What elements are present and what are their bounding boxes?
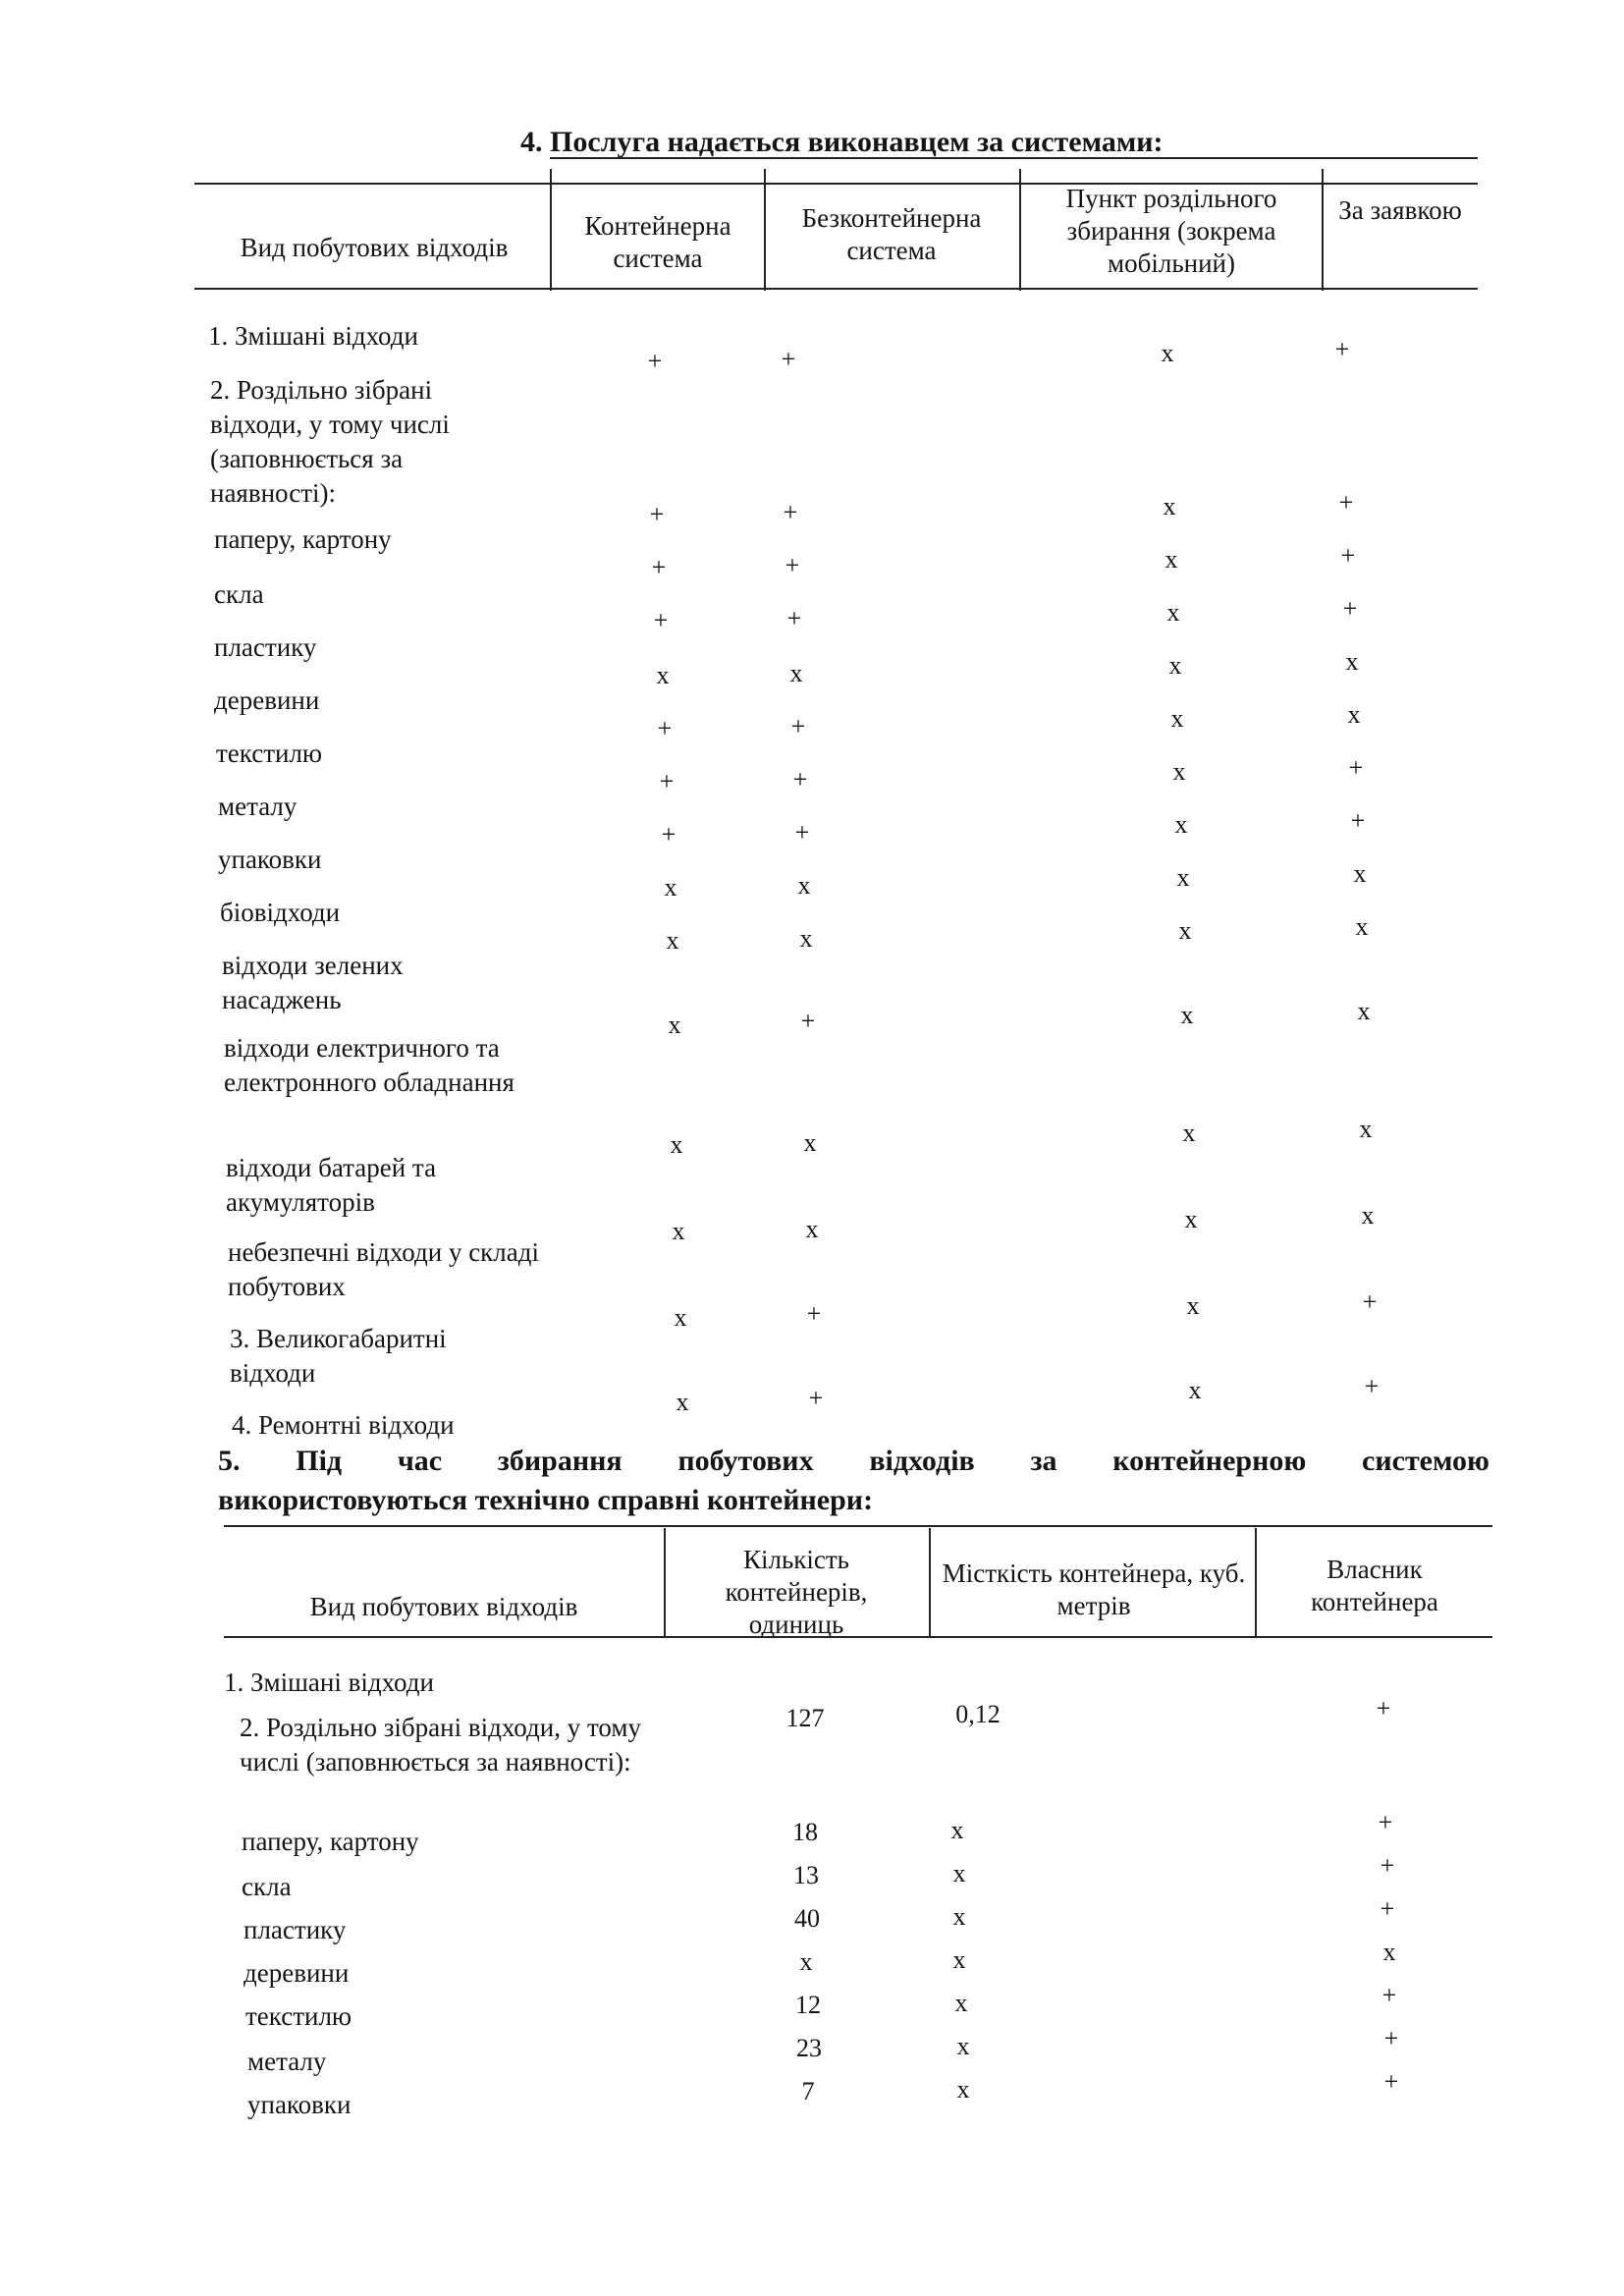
section5-title-word: час (397, 1445, 443, 1477)
table5-capacity: x (954, 1989, 968, 2017)
table4-mark: x (1357, 997, 1371, 1025)
table4-header-container: Контейнерна система (584, 211, 731, 273)
table5-col-divider-1 (664, 1528, 666, 1638)
table4-mark: x (789, 659, 803, 687)
table4-header-collection-point: Пункт роздільного збирання (зокрема мобільний) (1065, 184, 1277, 278)
table4-mark: x (1176, 863, 1190, 892)
table4-mark: + (651, 553, 667, 581)
table4-header-containerless: Безконтейнерна система (801, 203, 982, 265)
table4-row-label: 1. Змішані відходи (208, 321, 418, 351)
table4-col-divider-2 (764, 169, 766, 291)
section5-title-word: 5. (218, 1445, 241, 1477)
table4-col-divider-1 (550, 169, 552, 291)
table4-mark: + (783, 498, 798, 526)
section5-title-word: побутових (677, 1445, 814, 1477)
table4-row-label: пластику (214, 632, 317, 662)
section5-title-word: відходів (869, 1445, 975, 1477)
table5-capacity: x (952, 1859, 966, 1887)
table4-row-label: 2. Роздільно зібрані відходи, у тому числі (заповнюється за наявності): (210, 375, 450, 508)
table4-mark: x (1164, 545, 1178, 574)
table4-row-label: відходи батарей та акумуляторів (226, 1153, 437, 1217)
table4-mark: + (800, 1007, 816, 1035)
table4-mark: + (649, 500, 665, 528)
table4-row-label: текстилю (216, 738, 323, 768)
section5-title-word: Під (296, 1445, 343, 1477)
table4-mark: x (1184, 1205, 1198, 1233)
table5-row-label: металу (247, 2047, 327, 2076)
table5-row-label: скла (242, 1872, 292, 1901)
table4-mark: x (668, 1011, 681, 1039)
table5-row-label: пластику (244, 1915, 347, 1944)
table4-mark: + (1340, 541, 1356, 570)
table4-mark: x (1166, 598, 1180, 627)
table4-header-on-request: За заявкою (1338, 195, 1462, 225)
table5-capacity: x (956, 2032, 970, 2060)
table4-mark: x (666, 926, 679, 955)
table4-mark: + (1338, 488, 1354, 517)
table5-col-divider-2 (929, 1528, 931, 1638)
table4-mark: + (808, 1384, 824, 1412)
table5-count: 18 (792, 1818, 818, 1846)
table4-mark: x (1163, 492, 1176, 520)
table4-mark: x (1168, 651, 1182, 680)
table5-capacity: x (950, 1816, 964, 1844)
table4-mark: x (803, 1128, 817, 1157)
table4-row-label: упаковки (218, 845, 322, 874)
section5-title-word: збирання (497, 1445, 623, 1477)
table5-owner: + (1378, 1808, 1393, 1836)
table4-mark: x (1359, 1115, 1373, 1143)
table4-mark: x (1170, 704, 1184, 733)
table4-mark: x (799, 924, 813, 953)
table4-mark: + (661, 820, 677, 848)
table5-row-label: деревини (244, 1958, 350, 1988)
table4-mark: x (674, 1303, 687, 1332)
table4-header-waste-type: Вид побутових відходів (240, 233, 509, 262)
table4-mark: x (1345, 647, 1359, 676)
table4-mark: x (1188, 1376, 1202, 1404)
table4-col-divider-4 (1322, 169, 1324, 291)
table5-count: 23 (796, 2034, 822, 2062)
table4-row-label: металу (218, 792, 298, 821)
table4-mark: + (781, 345, 796, 373)
table4-row-label: 4. Ремонтні відходи (232, 1410, 455, 1440)
table5-count: 12 (795, 1991, 821, 2019)
table5-owner: + (1376, 1694, 1391, 1722)
table5-owner: x (1382, 1938, 1396, 1966)
table5-owner: + (1383, 2024, 1399, 2052)
table5-header-container-capacity: Місткість контейнера, куб. метрів (942, 1558, 1246, 1620)
table4-mark: x (1161, 339, 1174, 367)
table4-mark: x (676, 1388, 689, 1416)
table4-mark: + (659, 767, 675, 795)
section5-title (218, 1442, 1489, 1520)
title-underline (550, 157, 1478, 159)
table5-owner: + (1380, 1851, 1395, 1880)
table4-mark: x (1178, 916, 1192, 945)
table5-row-label: паперу, картону (242, 1827, 419, 1856)
table4-col-divider-3 (1019, 169, 1021, 291)
table5-capacity: x (952, 1902, 966, 1931)
table4-row-label: небезпечні відходи у складі побутових (228, 1237, 539, 1301)
table5-row-label: 1. Змішані відходи (224, 1667, 434, 1697)
table4-header-bottom-border (194, 288, 1478, 290)
table4-mark: + (792, 765, 808, 793)
table4-mark: + (1348, 753, 1364, 782)
table4-mark: + (786, 604, 802, 632)
table4-mark: x (672, 1217, 685, 1245)
section5-title-line1 (218, 1442, 1489, 1481)
section5-title-word: системою (1362, 1445, 1489, 1477)
table5-row-label: 2. Роздільно зібрані відходи, у тому числі (заповнюється за наявності): (240, 1713, 641, 1777)
table4-mark: + (1342, 594, 1358, 623)
table5-top-border (224, 1525, 1492, 1527)
table4-mark: x (1172, 757, 1186, 786)
table5-capacity: x (956, 2075, 970, 2104)
table5-count: 127 (785, 1704, 825, 1732)
table5-header-waste-type: Вид побутових відходів (309, 1592, 578, 1621)
table5-header-container-count: Кількість контейнерів, одиниць (725, 1545, 868, 1639)
table4-mark: x (664, 873, 677, 902)
table4-row-label: скла (214, 579, 264, 609)
table5-owner: + (1383, 2067, 1399, 2096)
table4-mark: + (806, 1299, 822, 1328)
table5-count: 7 (801, 2077, 815, 2105)
table4-mark: + (794, 818, 810, 847)
section4-title-text: 4. Послуга надається виконавцем за системами: (520, 126, 1164, 158)
table5-owner: + (1381, 1981, 1397, 2009)
table4-mark: x (1361, 1201, 1375, 1230)
table4-mark: + (657, 714, 673, 742)
table4-row-label: паперу, картону (214, 524, 392, 554)
table4-mark: x (1174, 810, 1188, 839)
table4-mark: x (1180, 1001, 1194, 1029)
section5-title-word: контейнерною (1112, 1445, 1307, 1477)
table4-mark: x (1353, 859, 1367, 888)
table4-row-label: деревини (214, 685, 320, 715)
table5-row-label: текстилю (245, 2001, 352, 2031)
table5-row-label: упаковки (247, 2090, 352, 2119)
table4-mark: x (1355, 912, 1369, 941)
table4-mark: + (790, 712, 806, 740)
section4-title (520, 124, 1164, 161)
table5-count: 13 (793, 1861, 819, 1889)
table4-mark: x (1186, 1291, 1200, 1320)
table4-row-label: 3. Великогабаритні відходи (230, 1324, 447, 1388)
table5-count: 40 (794, 1904, 820, 1933)
table4-mark: x (805, 1215, 819, 1243)
table5-header-container-owner: Власник контейнера (1311, 1555, 1438, 1616)
table5-capacity: x (952, 1945, 966, 1974)
table4-mark: x (797, 871, 811, 900)
table4-mark: + (653, 606, 669, 634)
table4-mark: x (656, 661, 670, 689)
table4-mark: x (1182, 1119, 1196, 1147)
table5-owner: + (1380, 1894, 1395, 1923)
table4-mark: + (1334, 335, 1350, 363)
table4-mark: + (1364, 1372, 1380, 1400)
table4-mark: + (785, 551, 800, 579)
table5-capacity: 0,12 (955, 1700, 1001, 1728)
table4-mark: x (1347, 700, 1361, 729)
table4-mark: + (1362, 1287, 1378, 1316)
table5-col-divider-3 (1255, 1528, 1257, 1638)
table4-row-label: відходи зелених насаджень (222, 951, 404, 1014)
section5-title-line2: використовуються технічно справні контейнери: (218, 1484, 874, 1516)
table4-row-label: біовідходи (220, 898, 341, 927)
section5-title-word: за (1030, 1445, 1057, 1477)
table5-count: x (799, 1947, 813, 1976)
table4-row-label: відходи електричного та електронного обладнання (224, 1033, 514, 1097)
table4-mark: x (670, 1130, 683, 1159)
table4-mark: + (647, 347, 663, 375)
table4-mark: + (1350, 806, 1366, 835)
